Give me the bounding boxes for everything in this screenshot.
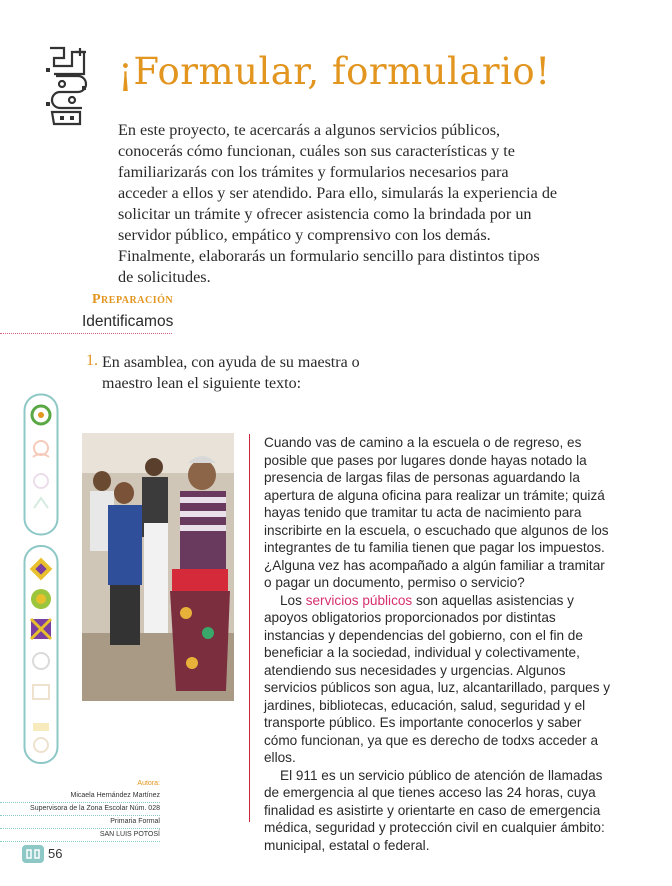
section-identificamos: Identificamos bbox=[82, 313, 174, 330]
campos-formativos-strip bbox=[23, 393, 59, 765]
page-number: 56 bbox=[48, 846, 63, 861]
reading-paragraph-2 bbox=[264, 592, 612, 767]
figures-icon bbox=[33, 441, 49, 508]
credits-state: SAN LUIS POTOSÍ bbox=[0, 829, 160, 842]
diamond-icon bbox=[30, 558, 53, 581]
reading-p2-pre: Los bbox=[280, 592, 306, 608]
circle-icon bbox=[31, 589, 51, 609]
question-text: En asamblea, con ayuda de su maestra o maestro lean el siguiente texto: bbox=[102, 354, 360, 392]
question-number: 1. bbox=[86, 352, 98, 369]
credits-role: Supervisora de la Zona Escolar Núm. 028 bbox=[0, 803, 160, 816]
decorative-glyph-icon bbox=[42, 42, 92, 130]
intro-paragraph: En este proyecto, te acercarás a algunos servicios públicos, conocerás cómo funcionan, cuáles son sus características y te familiarizarás con los trámites y formularios necesarios para acceder a ellos y ser atendido. Para ello, simularás la experiencia de solicitar un trámite y ofrecer asistencia como la brindada por un servidor público, empático y comprensivo con los demás. Finalmente, elaborarás un formulario sencillo para distintos tipos de solicitudes. bbox=[118, 121, 558, 286]
book-logo-icon bbox=[22, 845, 44, 863]
section-preparacion: Preparación bbox=[92, 292, 174, 307]
reading-divider bbox=[249, 434, 250, 822]
leaf-icon bbox=[32, 406, 50, 424]
reading-text bbox=[264, 434, 612, 854]
cross-icon bbox=[31, 619, 51, 639]
reading-p2-post: son aquellas asistencias y apoyos obligatorios proporcionados por distintas instancias y dependencias del gobierno, con el fin de beneficiar a la sociedad, individual y colectivamente, atendiendo sus necesidades y urgencias. Algunos servicios públicos son agua, luz, alcantarillado, parques y jardines, bibliotecas, educación, salud, seguridad y el transporte público. Es importante conocerlos y saber cómo funcionan, ya que es derecho de todxs acceder a ellos. bbox=[264, 592, 611, 765]
credits-name: Micaela Hernández Martínez bbox=[0, 790, 160, 803]
servicios-publicos-highlight: servicios públicos bbox=[305, 592, 413, 608]
faded-icons bbox=[33, 653, 49, 752]
page-title: ¡Formular, formulario! bbox=[118, 50, 551, 93]
reading-paragraph-3: El 911 es un servicio público de atención de llamadas de emergencia al que tienes acceso las 24 horas, cuya finalidad es asistirte y orientarte en caso de emergencia médica, seguridad y protección civil en cualquier ámbito: municipal, estatal o federal. bbox=[264, 767, 605, 853]
people-queue-photo bbox=[82, 433, 234, 701]
credits-level: Primaria Formal bbox=[0, 816, 160, 829]
section-divider bbox=[0, 333, 172, 334]
reading-paragraph-1: Cuando vas de camino a la escuela o de regreso, es posible que pases por lugares donde hayas notado la presencia de largas filas de personas aguardando la apertura de alguna oficina para realizar un trámite; quizá hayas tenido que tramitar tu acta de nacimiento para inscribirte en la escuela, o escuchado que algunos de los integrantes de tu familia tienen que pagar los impuestos. ¿Alguna vez has acompañado a algún familiar a tramitar o pagar un documento, permiso o servicio? bbox=[264, 435, 609, 590]
author-credits bbox=[0, 778, 160, 842]
credits-label: Autora: bbox=[137, 780, 160, 787]
